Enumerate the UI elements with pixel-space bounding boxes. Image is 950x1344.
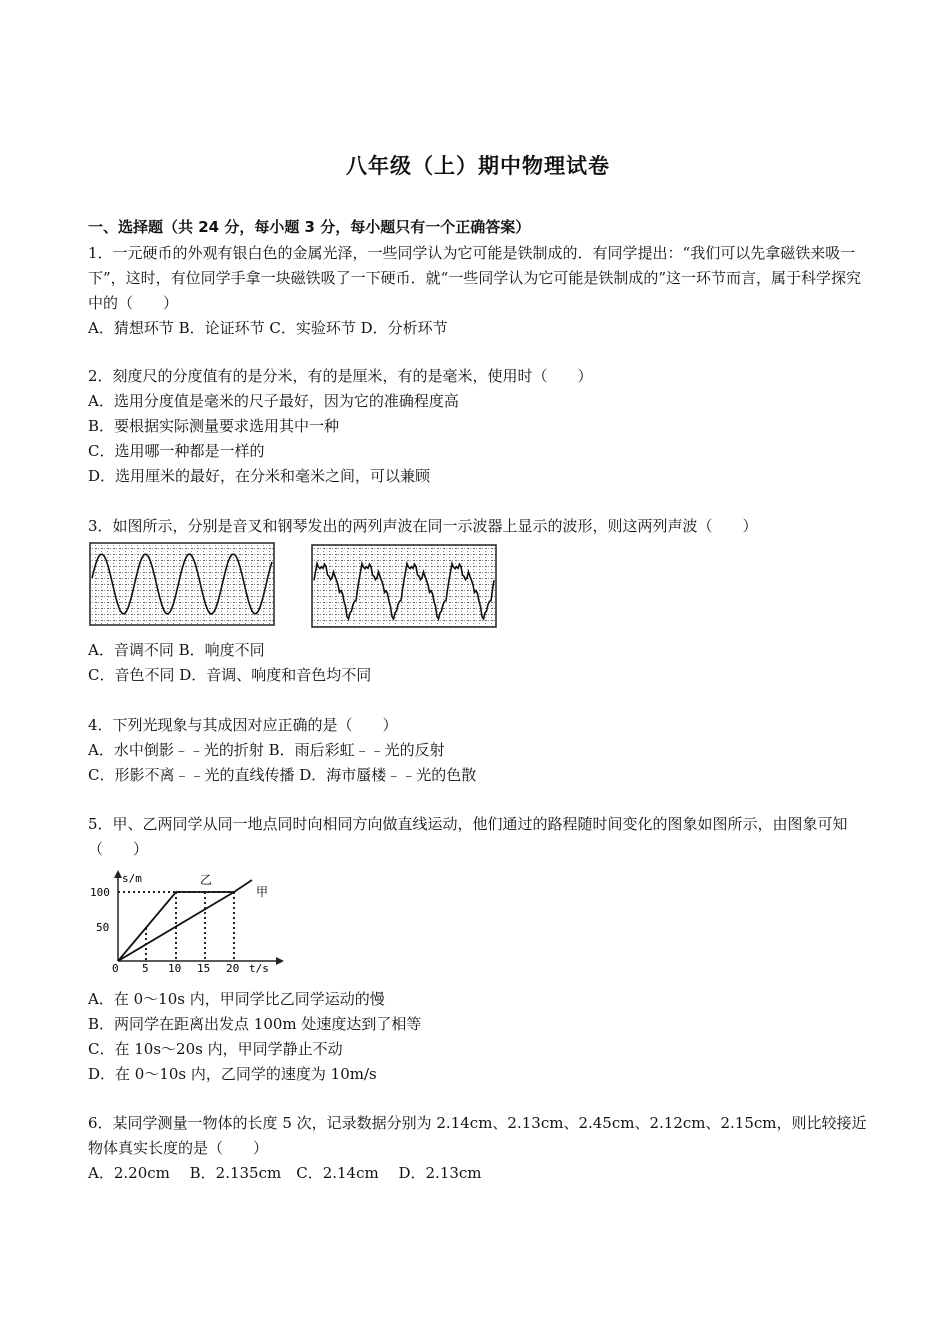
page-title: 八年级（上）期中物理试卷 [346,154,610,178]
series-yi-label: 乙 [200,873,213,887]
option-line: A．在 0～10s 内，甲同学比乙同学运动的慢 [88,990,385,1008]
question-5 [88,812,868,862]
option-line: B．两同学在距离出发点 100m 处速度达到了相等 [88,1015,422,1033]
question-4 [88,713,868,788]
option-line: C．在 10s～20s 内，甲同学静止不动 [88,1040,343,1058]
origin-label: 0 [112,962,119,975]
option-line: B．要根据实际测量要求选用其中一种 [88,417,340,435]
question-5-options [88,987,868,1087]
option-line: C．音色不同 D．音调、响度和音色均不同 [88,666,372,684]
option-line: A．猜想环节 B．论证环节 C．实验环节 D．分析环节 [88,319,448,337]
option-line: C．形影不离﹣﹣光的直线传播 D．海市蜃楼﹣﹣光的色散 [88,766,477,784]
tuning-fork-waveform-panel [90,543,274,625]
question-stem: 1．一元硬币的外观有银白色的金属光泽，一些同学认为它可能是铁制成的．有同学提出：“我们可以先拿磁铁来吸一下”，这时，有位同学手拿一块磁铁吸了一下硬币．就“一些同学认为它可能是铁制成的”这一环节而言，属于科学探究中的（ ） [88,244,862,312]
y-axis-arrow [114,870,122,878]
question-stem: 4．下列光现象与其成因对应正确的是（ ） [88,716,398,734]
y-tick-label: 100 [90,886,110,899]
st-graph-figure [86,868,286,976]
oscilloscope-svg [89,542,501,632]
option-line: A．选用分度值是毫米的尺子最好，因为它的准确程度高 [88,392,459,410]
option-line: A．水中倒影﹣﹣光的折射 B．雨后彩虹﹣﹣光的反射 [88,741,445,759]
option-line: A．2.20cm B．2.135cm C．2.14cm D．2.13cm [88,1164,482,1182]
option-line: A．音调不同 B．响度不同 [88,641,265,659]
question-1 [88,241,868,341]
question-3 [88,514,868,539]
question-stem: 5．甲、乙两同学从同一地点同时向相同方向做直线运动，他们通过的路程随时间变化的图象如图所示，由图象可知（ ） [88,815,848,858]
x-tick-label: 15 [197,962,211,975]
option-line: D．在 0～10s 内，乙同学的速度为 10m/s [88,1065,377,1083]
x-tick-label: 20 [226,962,240,975]
question-stem: 6．某同学测量一物体的长度 5 次，记录数据分别为 2.14cm、2.13cm、2.45cm、2.12cm、2.15cm，则比较接近物体真实长度的是（ ） [88,1114,867,1157]
series-jia-label: 甲 [256,885,269,899]
oscilloscope-figure [89,542,501,632]
x-tick-label: 5 [142,962,149,975]
section-heading: 一、选择题（共 24 分，每小题 3 分，每小题只有一个正确答案） [88,218,531,236]
option-line: C．选用哪一种都是一样的 [88,442,265,460]
option-line: D．选用厘米的最好，在分米和毫米之间，可以兼顾 [88,467,431,485]
x-tick-label: 10 [168,962,182,975]
x-axis-arrow [276,957,284,965]
question-stem: 2．刻度尺的分度值有的是分米，有的是厘米，有的是毫米，使用时（ ） [88,367,593,385]
x-axis-label: t/s [249,962,269,975]
y-axis-label: s/m [122,872,142,885]
y-tick-label: 50 [96,921,110,934]
question-2 [88,364,868,489]
question-6 [88,1111,868,1186]
question-3-options [88,638,868,688]
piano-waveform-panel [312,545,496,627]
question-stem: 3．如图所示，分别是音叉和钢琴发出的两列声波在同一示波器上显示的波形，则这两列声波（ ） [88,517,758,535]
st-graph-svg [86,868,286,976]
